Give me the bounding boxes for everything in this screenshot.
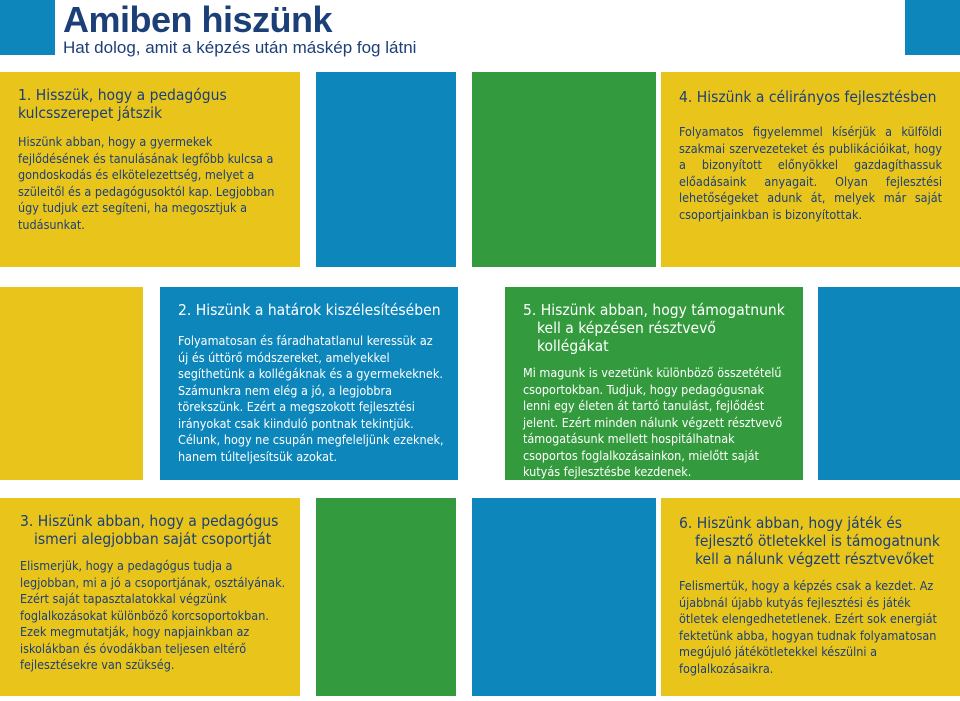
- header-square-right: [905, 0, 960, 55]
- card-3-heading-line1: 3. Hiszünk abban, hogy a pedagógus: [20, 512, 279, 530]
- tile-blue-r2: [818, 287, 960, 480]
- card-6: [661, 498, 960, 696]
- card-5: [505, 287, 803, 480]
- tile-blue-r3: [472, 498, 656, 696]
- card-2-heading: 2. Hiszünk a határok kiszélesítésében: [178, 301, 441, 319]
- card-5-heading-line2: kell a képzésen résztvevő kollégákat: [537, 319, 716, 355]
- page-title: Amiben hiszünk: [63, 0, 333, 40]
- card-3-body: Elismerjük, hogy a pedagógus tudja a legjobban, mi a jó a csoportjának, osztályának. Ezért saját tapasztalatokkal végzünk foglalkozásokat különböző korcsoportokban. Ezek megmutatják, hogy napjainkban az iskolákban és óvodákban teljesen eltérő fejlesztésekre van szükség.: [20, 558, 286, 672]
- page-header: [63, 0, 416, 58]
- header-square-left: [0, 0, 55, 55]
- card-2-body: Folyamatosan és fáradhatatlanul keressük az új és úttörő módszereket, amelyekkel segíthetünk a kollégáknak és a gyermekeknek. Számunkra nem elég a jó, a legjobbra törekszünk. Ezért a megszokott fejlesztési irányokat csak kiinduló pontnak tekintjük. Célunk, hogy ne csupán megfeleljünk ezeknek, hanem túlteljesítsük azokat.: [178, 333, 444, 464]
- card-1: [0, 72, 300, 267]
- card-6-heading-line3: kell a nálunk végzett résztvevőket: [695, 550, 934, 568]
- page-subtitle: Hat dolog, amit a képzés után máskép fog látni: [63, 38, 417, 57]
- card-5-body: Mi magunk is vezetünk különböző összetételű csoportokban. Tudjuk, hogy pedagógusnak lenni egy életen át tartó tanulást, fejlődést jelent. Ezért minden nálunk végzett résztvevő támogatásunk mellett hospitálhatnak csoportos foglalkozásainkon, mielőtt saját kutyás fejlesztésbe kezdenek.: [523, 365, 783, 479]
- card-3: [0, 498, 300, 696]
- tile-yellow-r2: [0, 287, 143, 480]
- card-5-heading-line1: 5. Hiszünk abban, hogy támogatnunk: [523, 301, 785, 319]
- card-3-heading-line2: ismeri alegjobban saját csoportját: [34, 530, 272, 548]
- tile-green-r1: [472, 72, 656, 267]
- card-4: [661, 72, 960, 267]
- card-4-body: Folyamatos figyelemmel kísérjük a külföldi szakmai szervezeteket és publikációikat, hogy a bizonyított előnyökkel gazdagíthassuk előadásaink anyagait. Olyan fejlesztési lehetőségeket adunk át, melyek már saját csoportjainkban is bizonyítottak.: [679, 124, 942, 222]
- card-6-heading-line2: fejlesztő ötletekkel is támogatnunk: [695, 532, 940, 550]
- card-1-heading-line2: kulcsszerepet játszik: [18, 104, 163, 122]
- tile-blue-r1a: [316, 72, 456, 267]
- card-6-heading-line1: 6. Hiszünk abban, hogy játék és: [679, 514, 903, 532]
- card-4-heading: 4. Hiszünk a célirányos fejlesztésben: [679, 88, 937, 106]
- card-1-body: Hiszünk abban, hogy a gyermekek fejlődésének és tanulásának legfőbb kulcsa a gondoskodás és elkötelezettség, melyet a szüleitől és a pedagógusoktól kap. Legjobban úgy tudjuk ezt segíteni, ha megosztjuk a tudásunkat.: [18, 134, 275, 232]
- card-1-heading-line1: 1. Hisszük, hogy a pedagógus: [18, 86, 227, 104]
- card-2: [160, 287, 458, 480]
- tile-green-r3: [316, 498, 456, 696]
- card-6-body: Felismertük, hogy a képzés csak a kezdet. Az újabbnál újabb kutyás fejlesztési és játék ötletek elengedhetetlenek. Ezért sok energiát fektetünk abba, hogyan tudnak folyamatosan megújuló játékötletekkel készülni a foglalkozásaikra.: [679, 578, 937, 676]
